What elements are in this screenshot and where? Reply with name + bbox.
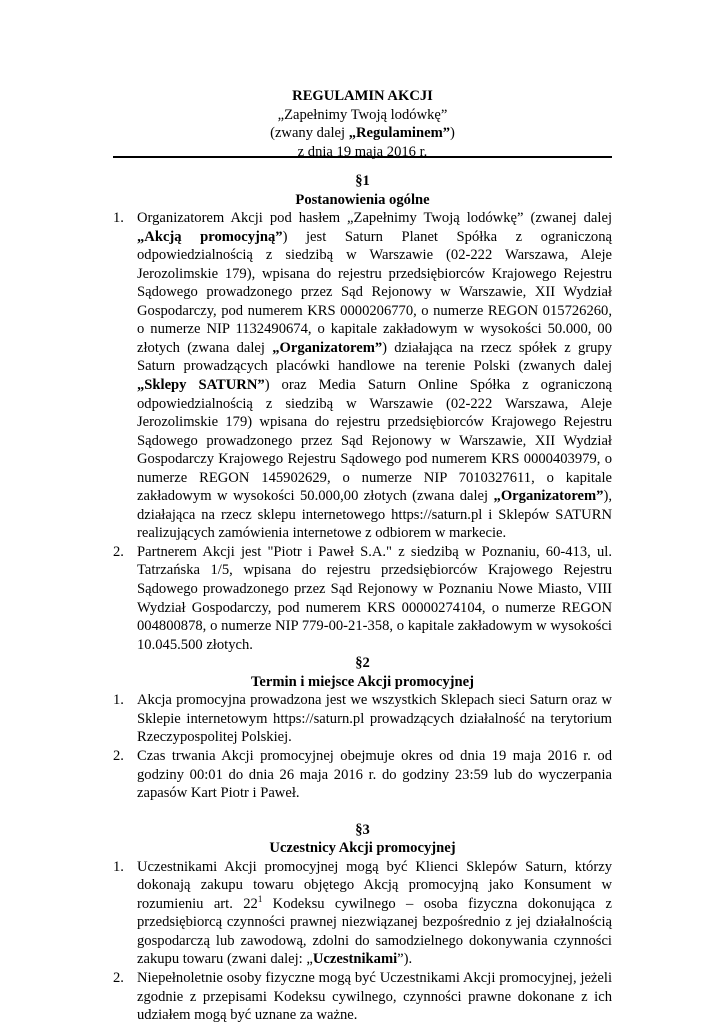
section-2-item-2: [113, 747, 612, 803]
document-title: REGULAMIN AKCJI: [292, 88, 433, 104]
item-text: Uczestnikami Akcji promocyjnej mogą być Klienci Sklepów Saturn, którzy dokonają zakupu towaru objętego Akcją promocyjną jako Konsument w rozumieniu art. 22: [137, 858, 612, 912]
item-number: 1.: [113, 210, 124, 227]
section-3-item-1: [113, 858, 612, 969]
item-text: ”).: [397, 951, 413, 968]
item-text: Akcja promocyjna prowadzona jest we wszystkich Sklepach sieci Saturn oraz w Sklepie internetowym https://saturn.pl prowadzących działalność na terytorium Rzeczypospolitej Polskiej.: [137, 692, 612, 746]
item-text: Organizatorem Akcji pod hasłem „Zapełnimy Twoją lodówkę” (zwanej dalej: [137, 210, 612, 227]
defined-term: „Organizatorem”: [493, 488, 604, 505]
defined-term: „Organizatorem”: [272, 339, 383, 356]
item-number: 2.: [113, 969, 124, 986]
campaign-name: „Zapełnimy Twoją lodówkę”: [277, 106, 448, 123]
item-text: ), działająca na rzecz sklepu internetowego https://saturn.pl i Sklepów SATURN realizujących zamówienia internetowe z odbiorem w markecie.: [137, 488, 612, 542]
section-1-number: §1: [355, 173, 370, 189]
defined-term: „Akcją promocyjną”: [137, 228, 283, 245]
document-body: [113, 172, 612, 1025]
section-1-item-1: [113, 209, 612, 543]
section-3-title: Uczestnicy Akcji promocyjnej: [269, 840, 456, 857]
item-number: 1.: [113, 692, 124, 709]
alias-prefix: (zwany dalej: [270, 125, 349, 142]
section-spacer: [113, 803, 612, 821]
section-3-number: §3: [355, 821, 370, 838]
document-alias: [0, 124, 725, 143]
document-header: [0, 87, 725, 161]
section-1-title: Postanowienia ogólne: [295, 191, 430, 208]
header-divider: [113, 156, 612, 158]
item-text: Czas trwania Akcji promocyjnej obejmuje okres od dnia 19 maja 2016 r. od godziny 00:01 do dnia 26 maja 2016 r. do godziny 23:59 lub do wyczerpania zapasów Kart Piotr i Paweł.: [137, 747, 612, 802]
item-text: ) jest Saturn Planet Spółka z ograniczoną odpowiedzialnością z siedzibą w Warszawie (02-222 Warszawa, Aleje Jerozolimskie 179), wpisana do rejestru przedsiębiorców Krajowego Rejestru Sądowego prowadzonego przez Sąd Rejonowy w Warszawie, XII Wydział Gospodarczy, pod numerem KRS 0000206770, o numerze REGON 015726260, o numerze NIP 1132490674, o kapitale zakładowym w wysokości 50.000, 00 złotych (zwana dalej: [137, 228, 612, 356]
item-text: Partnerem Akcji jest "Piotr i Paweł S.A." z siedzibą w Poznaniu, 60-413, ul. Tatrzańska 1/5, wpisana do rejestru przedsiębiorców Krajowego Rejestru Sądowego prowadzonego przez Sąd Rejonowy w Poznaniu Nowe Miasto, VIII Wydział Gospodarczy, pod numerem KRS 00000274104, o numerze REGON 004800878, o numerze NIP 779-00-21-358, o kapitale zakładowym w wysokości 10.045.500 złotych.: [137, 543, 612, 653]
item-number: 1.: [113, 858, 124, 875]
section-2-number: §2: [355, 655, 370, 672]
alias-suffix: ): [450, 125, 455, 142]
defined-term: Uczestnikami: [312, 951, 398, 968]
section-3-item-2: [113, 969, 612, 1025]
section-3-list: [113, 858, 612, 1025]
item-number: 2.: [113, 747, 124, 764]
item-text: ) oraz Media Saturn Online Spółka z ograniczoną odpowiedzialnością z siedzibą w Warszawie (02-222 Warszawa, Aleje Jerozolimskie 179) wpisana do rejestru przedsiębiorców Krajowego Rejestru Sądowego prowadzonego przez Sąd Rejonowy w Warszawie, XII Wydział Gospodarczy Krajowego Rejestru Sądowego pod numerem KRS 0000403979, o numerze REGON 145902629, o numerze NIP 7010327611, o kapitale zakładowym w wysokości 50.000,00 złotych (zwana dalej: [137, 377, 612, 505]
section-2-list: [113, 691, 612, 802]
section-1-list: [113, 209, 612, 654]
superscript: 1: [257, 893, 263, 904]
alias-bold: „Regulaminem”: [348, 125, 451, 142]
item-text: Niepełnoletnie osoby fizyczne mogą być Uczestnikami Akcji promocyjnej, jeżeli zgodnie z przepisami Kodeksu cywilnego, czynności prawne dokonane z ich udziałem mogą być uznane za ważne.: [137, 969, 612, 1024]
document-date: z dnia 19 maja 2016 r.: [297, 143, 428, 160]
item-text: ) działająca na rzecz spółek z grupy Saturn prowadzących placówki handlowe na terenie Polski (zwanych dalej: [137, 339, 612, 375]
section-2-title: Termin i miejsce Akcji promocyjnej: [251, 673, 474, 690]
item-number: 2.: [113, 543, 124, 560]
section-1-item-2: [113, 543, 612, 654]
item-text: Kodeksu cywilnego – osoba fizyczna dokonująca z przedsiębiorcą czynności prawnej niezwiązanej bezpośrednio z jej działalnością gospodarczą lub zawodową, zdolni do samodzielnego dokonywania czynności zakupu towaru (zwani dalej: „: [137, 895, 612, 968]
section-2-item-1: [113, 691, 612, 747]
defined-term: „Sklepy SATURN”: [137, 377, 265, 394]
